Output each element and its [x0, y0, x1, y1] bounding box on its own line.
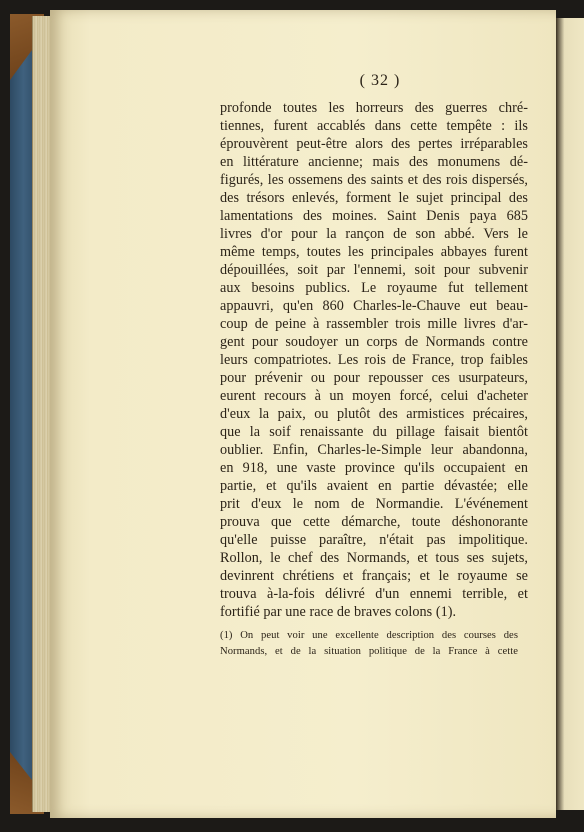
- text-line: leurs compatriotes. Les rois de France, trop faibles: [220, 352, 528, 368]
- text-line: tiennes, furent accablés dans cette tempête : ils: [220, 118, 528, 134]
- page-edges: [32, 16, 51, 812]
- page-number: ( 32 ): [359, 72, 401, 89]
- text-line: gent pour soudoyer un corps de Normands contre: [220, 334, 528, 350]
- text-line: coup de peine à rassembler trois mille livres d'ar-: [220, 316, 528, 332]
- footnote-line: Normands, et de la situation politique de la France à cette: [220, 646, 518, 657]
- text-line: devinrent chrétiens et français; et le royaume se: [220, 568, 528, 584]
- text-line: lamentations des moines. Saint Denis paya 685: [220, 208, 528, 224]
- text-line: eurent recours à un moyen forcé, celui d'acheter: [220, 388, 528, 404]
- text-line: figurés, les ossemens des saints et des rois dispersés,: [220, 172, 528, 188]
- facing-page-edge: [556, 18, 584, 810]
- text-line: Rollon, le chef des Normands, et tous ses sujets,: [220, 550, 528, 566]
- text-line: appauvri, qu'en 860 Charles-le-Chauve eut beau-: [220, 298, 528, 314]
- text-line: trouva à-la-fois délivré d'un ennemi terrible, et: [220, 586, 528, 602]
- text-line: dépouillées, soit par l'ennemi, soit pour subvenir: [220, 262, 528, 278]
- text-line: qu'elle puisse paraître, n'était pas impolitique.: [220, 532, 528, 548]
- text-line: oublier. Enfin, Charles-le-Simple leur abandonna,: [220, 442, 528, 458]
- text-line: aux besoins publics. Le royaume fut tellement: [220, 280, 528, 296]
- text-line: que la soif renaissante du pillage faisait bientôt: [220, 424, 528, 440]
- text-line: pour prévenir ou pour repousser ces usurpateurs,: [220, 370, 528, 386]
- text-line: prit d'eux le nom de Normandie. L'événement: [220, 496, 528, 512]
- text-line: profonde toutes les horreurs des guerres chré-: [220, 100, 528, 116]
- text-line: des trésors enlevés, forment le sujet principal des: [220, 190, 528, 206]
- text-line: fortifié par une race de braves colons (1).: [220, 604, 457, 620]
- text-line: en 918, une vaste province qu'ils occupaient en: [220, 460, 528, 476]
- text-line: même temps, toutes les principales abbayes furent: [220, 244, 528, 260]
- text-line: livres d'or pour la rançon de son abbé. Vers le: [220, 226, 528, 242]
- text-line: éprouvèrent peut-être alors des pertes irréparables: [220, 136, 528, 152]
- text-line: partie, et qu'ils avaient en partie dévastée; elle: [220, 478, 528, 494]
- text-line: d'eux la paix, ou plutôt des armistices précaires,: [220, 406, 528, 422]
- footnote-line: (1) On peut voir une excellente description des courses des: [220, 630, 518, 641]
- text-line: en littérature ancienne; mais des monumens dé-: [220, 154, 528, 170]
- text-line: prouva que cette démarche, toute déshonorante: [220, 514, 528, 530]
